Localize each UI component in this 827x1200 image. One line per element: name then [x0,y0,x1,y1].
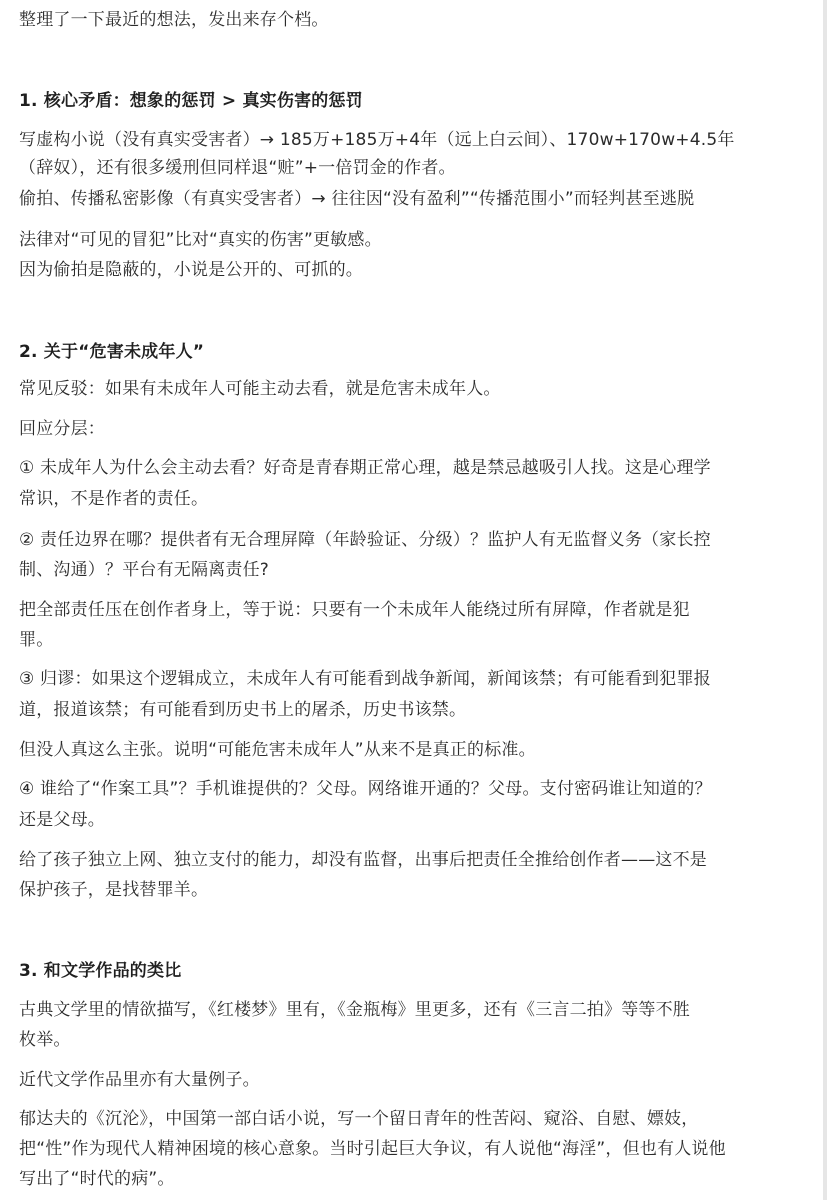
section-1-heading: 1. 核心矛盾：想象的惩罚 > 真实伤害的惩罚 [19,91,363,111]
paragraph-line: ② 责任边界在哪？提供者有无合理屏障（年龄验证、分级）？监护人有无监督义务（家长控 [19,530,711,550]
paragraph-line: 但没人真这么主张。说明“可能危害未成年人”从来不是真正的标准。 [19,740,536,760]
paragraph-line: 郁达夫的《沉沦》，中国第一部白话小说，写一个留日青年的性苦闷、窥浴、自慰、嫖妓， [19,1109,699,1129]
paragraph-line: ① 未成年人为什么会主动去看？好奇是青春期正常心理，越是禁忌越吸引人找。这是心理学 [19,458,711,478]
paragraph-line: 枚举。 [19,1030,71,1050]
page-edge [823,0,827,1200]
paragraph-line: 把“性”作为现代人精神困境的核心意象。当时引起巨大争议，有人说他“海淫”，但也有人说他 [19,1139,726,1159]
paragraph-line: 常见反驳：如果有未成年人可能主动去看，就是危害未成年人。 [19,379,501,399]
paragraph-line: 给了孩子独立上网、独立支付的能力，却没有监督，出事后把责任全推给创作者——这不是 [19,850,707,870]
paragraph-line: 近代文学作品里亦有大量例子。 [19,1070,260,1090]
section-2-heading: 2. 关于“危害未成年人” [19,342,205,362]
intro-text: 整理了一下最近的想法，发出来存个档。 [19,10,329,30]
paragraph-line: 偷拍、传播私密影像（有真实受害者）→ 往往因“没有盈利”“传播范围小”而轻判甚至逃脱 [19,189,695,209]
paragraph-line: 常识，不是作者的责任。 [19,489,209,509]
paragraph-line: 罪。 [19,630,54,650]
paragraph-line: 写出了“时代的病”。 [19,1169,175,1189]
paragraph-line: 古典文学里的情欲描写，《红楼梦》里有，《金瓶梅》里更多，还有《三言二拍》等等不胜 [19,1000,690,1020]
paragraph-line: 把全部责任压在创作者身上，等于说：只要有一个未成年人能绕过所有屏障，作者就是犯 [19,600,690,620]
paragraph-line: ③ 归谬：如果这个逻辑成立，未成年人有可能看到战争新闻，新闻该禁；有可能看到犯罪报 [19,669,711,689]
paragraph-line: 道，报道该禁；有可能看到历史书上的屠杀，历史书该禁。 [19,700,467,720]
paragraph-line: （辞奴），还有很多缓刑但同样退“赃”+一倍罚金的作者。 [19,158,456,178]
paragraph-line: 回应分层： [19,419,105,439]
paragraph-line: 法律对“可见的冒犯”比对“真实的伤害”更敏感。 [19,230,382,250]
paragraph-line: 因为偷拍是隐蔽的，小说是公开的、可抓的。 [19,260,363,280]
paragraph-line: 还是父母。 [19,810,105,830]
paragraph-line: 写虚构小说（没有真实受害者）→ 185万+185万+4年（远上白云间）、170w+170w+4.5年 [19,130,735,150]
paragraph-line: 保护孩子，是找替罪羊。 [19,880,209,900]
paragraph-line: 制、沟通）？平台有无隔离责任? [19,560,270,580]
paragraph-line: ④ 谁给了“作案工具”？手机谁提供的？父母。网络谁开通的？父母。支付密码谁让知道的？ [19,779,712,799]
section-3-heading: 3. 和文学作品的类比 [19,961,182,981]
